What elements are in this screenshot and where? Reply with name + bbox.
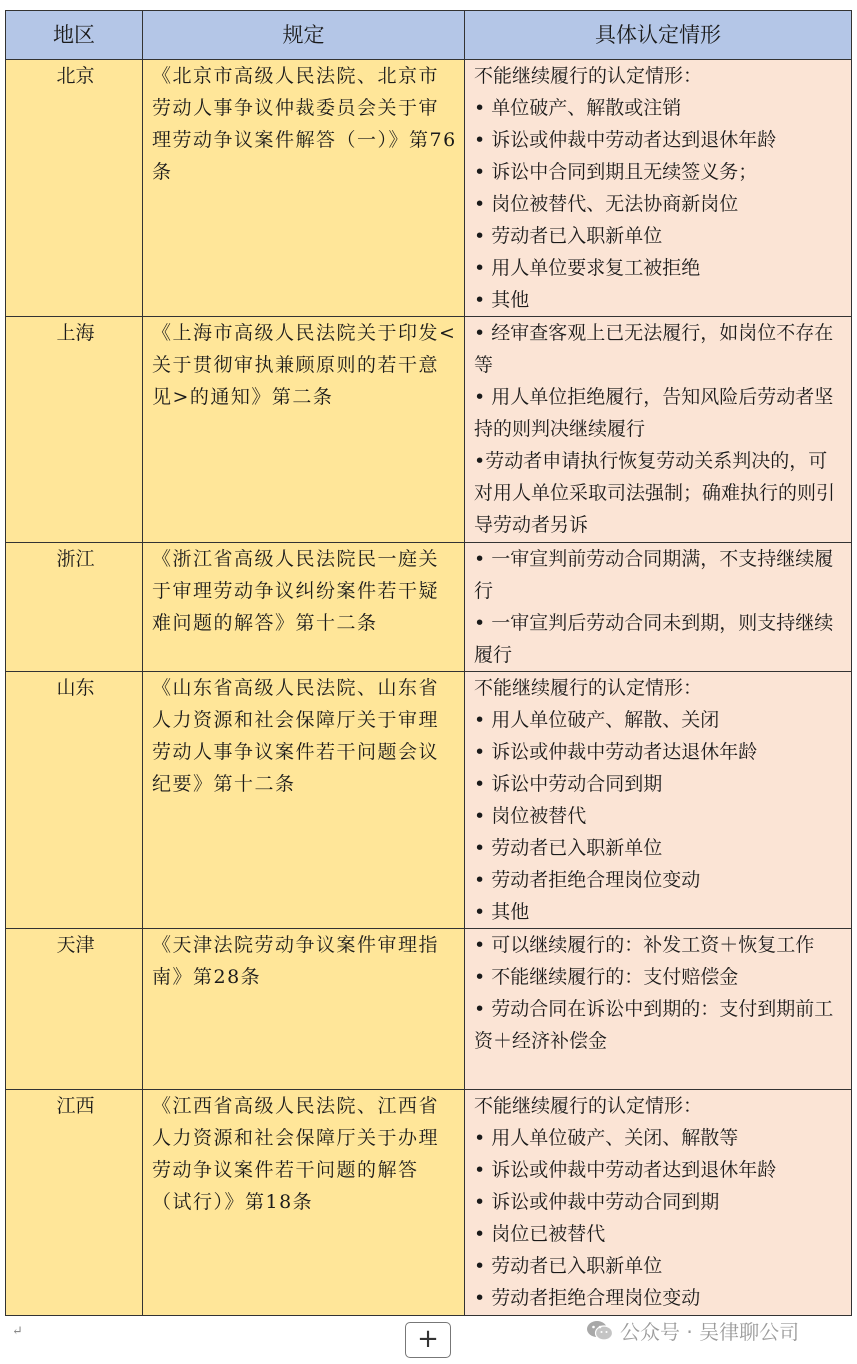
region-cell: 天津 — [6, 929, 143, 1090]
detail-line: • 诉讼或仲裁中劳动者达退休年龄 — [474, 741, 758, 763]
table-row — [6, 317, 852, 543]
table-row — [6, 543, 852, 672]
region-cell: 北京 — [6, 60, 143, 317]
detail-line: • 劳动者已入职新单位 — [474, 837, 663, 859]
wechat-icon — [586, 1319, 614, 1343]
detail-line: • 诉讼或仲裁中劳动者达到退休年龄 — [474, 1159, 777, 1181]
detail-line: • 劳动者拒绝合理岗位变动 — [474, 869, 701, 891]
add-row-button[interactable]: + — [405, 1322, 451, 1358]
header-rule: 规定 — [143, 11, 465, 60]
region-cell: 山东 — [6, 672, 143, 929]
detail-line: • 劳动者已入职新单位 — [474, 225, 663, 247]
law-table — [5, 10, 852, 1316]
header-region: 地区 — [6, 11, 143, 60]
detail-line: • 一审宣判前劳动合同期满，不支持继续履行 — [474, 548, 834, 602]
table-row — [6, 672, 852, 929]
detail-line: • 劳动者已入职新单位 — [474, 1255, 663, 1277]
detail-cell — [465, 672, 852, 929]
detail-cell — [465, 1090, 852, 1316]
detail-line: • 劳动者拒绝合理岗位变动 — [474, 1287, 701, 1309]
detail-line: • 一审宣判后劳动合同未到期，则支持继续履行 — [474, 612, 834, 666]
detail-line: • 诉讼或仲裁中劳动合同到期 — [474, 1191, 720, 1213]
rule-cell: 《上海市高级人民法院关于印发<关于贯彻审执兼顾原则的若干意见>的通知》第二条 — [143, 317, 465, 543]
watermark — [586, 1316, 799, 1345]
detail-line: • 单位破产、解散或注销 — [474, 97, 682, 119]
detail-line: • 诉讼中劳动合同到期 — [474, 773, 663, 795]
detail-line: 不能继续履行的认定情形： — [474, 1095, 703, 1117]
rule-cell: 《浙江省高级人民法院民一庭关于审理劳动争议纠纷案件若干疑难问题的解答》第十二条 — [143, 543, 465, 672]
header-row — [6, 11, 852, 60]
detail-line: • 诉讼或仲裁中劳动者达到退休年龄 — [474, 129, 777, 151]
detail-line: • 岗位被替代 — [474, 805, 587, 827]
rule-cell: 《山东省高级人民法院、山东省人力资源和社会保障厅关于审理劳动人事争议案件若干问题会议纪要》第十二条 — [143, 672, 465, 929]
detail-line: • 其他 — [474, 901, 530, 923]
detail-cell — [465, 929, 852, 1090]
detail-line: • 岗位被替代、无法协商新岗位 — [474, 193, 739, 215]
detail-line: 不能继续履行的认定情形： — [474, 65, 703, 87]
detail-line: • 用人单位要求复工被拒绝 — [474, 257, 701, 279]
detail-line: • 可以继续履行的：补发工资＋恢复工作 — [474, 934, 815, 956]
detail-line: • 用人单位破产、解散、关闭 — [474, 709, 720, 731]
detail-line: •劳动者申请执行恢复劳动关系判决的，可对用人单位采取司法强制；确难执行的则引导劳动者另诉 — [474, 450, 836, 536]
detail-line: • 不能继续履行的：支付赔偿金 — [474, 966, 739, 988]
detail-line: • 经审查客观上已无法履行，如岗位不存在等 — [474, 322, 834, 376]
region-cell: 浙江 — [6, 543, 143, 672]
table-row — [6, 1090, 852, 1316]
detail-cell — [465, 60, 852, 317]
region-cell: 上海 — [6, 317, 143, 543]
detail-cell — [465, 543, 852, 672]
rule-cell: 《天津法院劳动争议案件审理指南》第28条 — [143, 929, 465, 1090]
detail-line: 不能继续履行的认定情形： — [474, 677, 703, 699]
watermark-text: 公众号 · 吴律聊公司 — [620, 1320, 800, 1344]
rule-cell: 《北京市高级人民法院、北京市劳动人事争议仲裁委员会关于审理劳动争议案件解答（一）》第76条 — [143, 60, 465, 317]
table-row — [6, 929, 852, 1090]
detail-line: • 岗位已被替代 — [474, 1223, 606, 1245]
detail-line: • 劳动合同在诉讼中到期的：支付到期前工资＋经济补偿金 — [474, 998, 834, 1052]
detail-cell — [465, 317, 852, 543]
rule-cell: 《江西省高级人民法院、江西省人力资源和社会保障厅关于办理劳动争议案件若干问题的解答（试行）》第18条 — [143, 1090, 465, 1316]
detail-line: • 诉讼中合同到期且无续签义务； — [474, 161, 758, 183]
detail-line: • 其他 — [474, 289, 530, 311]
header-detail: 具体认定情形 — [465, 11, 852, 60]
region-cell: 江西 — [6, 1090, 143, 1316]
table-row — [6, 60, 852, 317]
detail-line: • 用人单位破产、关闭、解散等 — [474, 1127, 739, 1149]
detail-line: • 用人单位拒绝履行，告知风险后劳动者坚持的则判决继续履行 — [474, 386, 834, 440]
paragraph-mark: ↵ — [12, 1324, 23, 1339]
